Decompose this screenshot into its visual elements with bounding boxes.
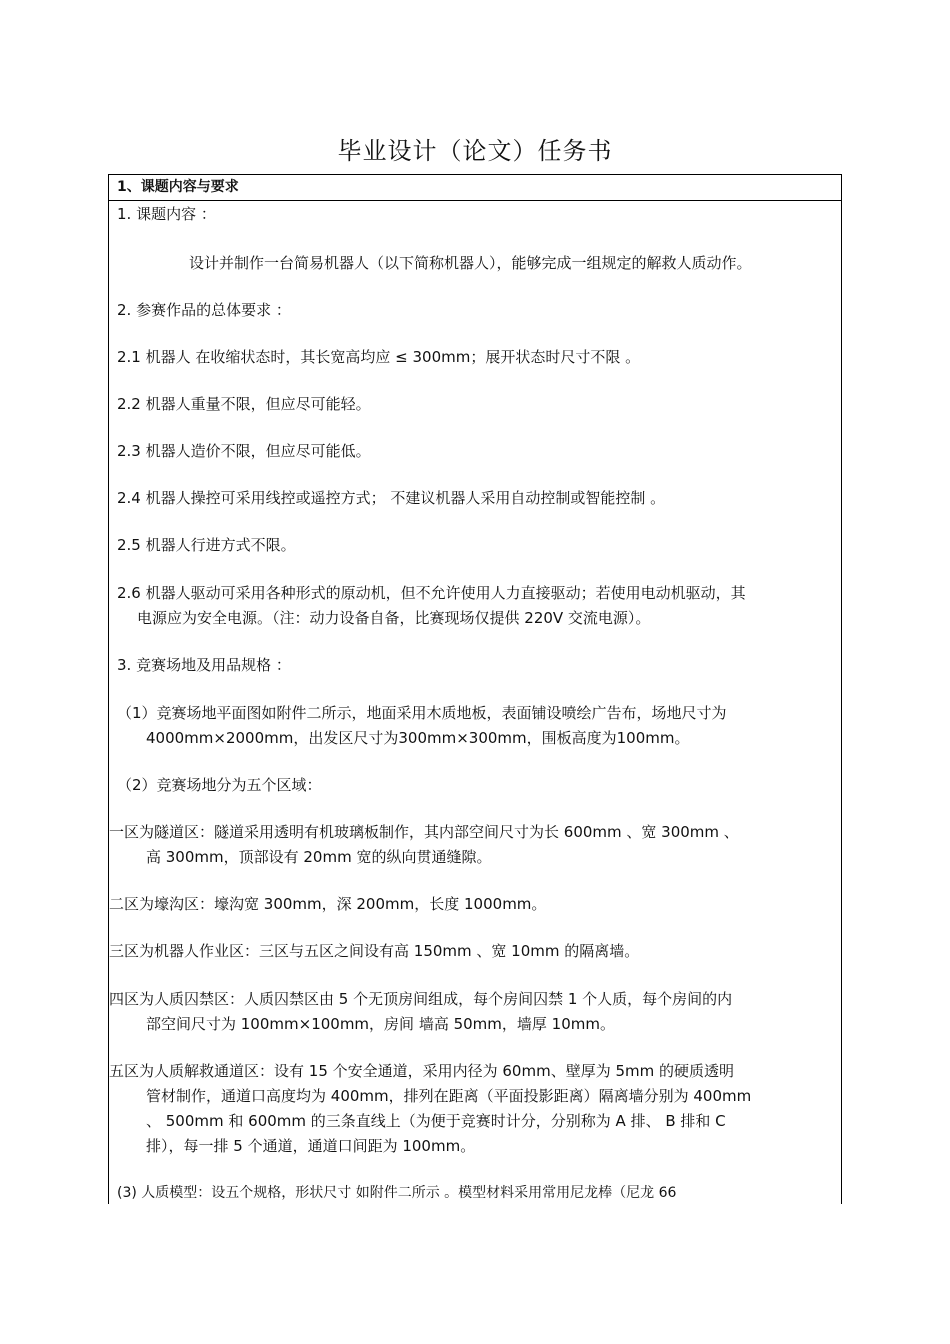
venue-heading: 3. 竞赛场地及用品规格 ：	[117, 656, 291, 674]
hostage-model: (3) 人质模型：设五个规格，形状尺寸 如附件二所示 。模型材料采用常用尼龙棒（尼龙 66	[117, 1185, 677, 1201]
document-title: 毕业设计（论文）任务书	[337, 137, 613, 165]
requirements-heading: 2. 参赛作品的总体要求 ：	[117, 301, 291, 319]
requirement-2-6-cont: 电源应为安全电源。（注：动力设备自备，比赛现场仅提供 220V 交流电源）。	[137, 609, 651, 627]
requirement-2-2: 2.2 机器人重量不限，但应尽可能轻。	[117, 395, 371, 413]
venue-item-1: （1）竞赛场地平面图如附件二所示，地面采用木质地板，表面铺设喷绘广告布，场地尺寸为	[117, 704, 727, 722]
venue-item-1-cont: 4000mm×2000mm，出发区尺寸为300mm×300mm，围板高度为100mm。	[146, 729, 690, 747]
zone-5-cont-3: 排），每一排 5 个通道，通道口间距为 100mm。	[146, 1137, 476, 1155]
requirement-2-5: 2.5 机器人行进方式不限。	[117, 536, 296, 554]
task-table	[108, 174, 842, 1204]
zone-3: 三区为机器人作业区：三区与五区之间设有高 150mm 、宽 10mm 的隔离墙。	[109, 942, 640, 960]
venue-item-2: （2）竞赛场地分为五个区域：	[117, 776, 322, 794]
requirement-2-4: 2.4 机器人操控可采用线控或遥控方式； 不建议机器人采用自动控制或智能控制 。	[117, 489, 666, 507]
zone-4: 四区为人质囚禁区：人质囚禁区由 5 个无顶房间组成，每个房间囚禁 1 个人质，每个房间的内	[109, 990, 733, 1008]
content-paragraph: 设计并制作一台简易机器人（以下简称机器人），能够完成一组规定的解救人质动作。	[189, 254, 752, 272]
requirement-2-1: 2.1 机器人 在收缩状态时，其长宽高均应 ≤ 300mm；展开状态时尺寸不限 。	[117, 348, 641, 366]
section-header: 1、课题内容与要求	[109, 175, 841, 201]
requirement-2-3: 2.3 机器人造价不限，但应尽可能低。	[117, 442, 371, 460]
zone-1-cont: 高 300mm，顶部设有 20mm 宽的纵向贯通缝隙。	[146, 848, 492, 866]
zone-5-cont-2: 、 500mm 和 600mm 的三条直线上（为便于竞赛时计分，分别称为 A 排、 B 排和 C	[146, 1112, 726, 1130]
zone-4-cont: 部空间尺寸为 100mm×100mm，房间 墙高 50mm，墙厚 10mm。	[146, 1015, 615, 1033]
zone-5-cont-1: 管材制作，通道口高度均为 400mm，排列在距离（平面投影距离）隔离墙分别为 400mm	[146, 1087, 752, 1105]
zone-1: 一区为隧道区：隧道采用透明有机玻璃板制作，其内部空间尺寸为长 600mm 、宽 300mm 、	[109, 823, 739, 841]
zone-2: 二区为壕沟区：壕沟宽 300mm，深 200mm，长度 1000mm。	[109, 895, 547, 913]
zone-5: 五区为人质解救通道区：设有 15 个安全通道，采用内径为 60mm、壁厚为 5mm 的硬质透明	[109, 1062, 735, 1080]
requirement-2-6: 2.6 机器人驱动可采用各种形式的原动机，但不允许使用人力直接驱动；若使用电动机驱动，其	[117, 584, 746, 602]
content-heading: 1. 课题内容 ：	[117, 205, 216, 223]
